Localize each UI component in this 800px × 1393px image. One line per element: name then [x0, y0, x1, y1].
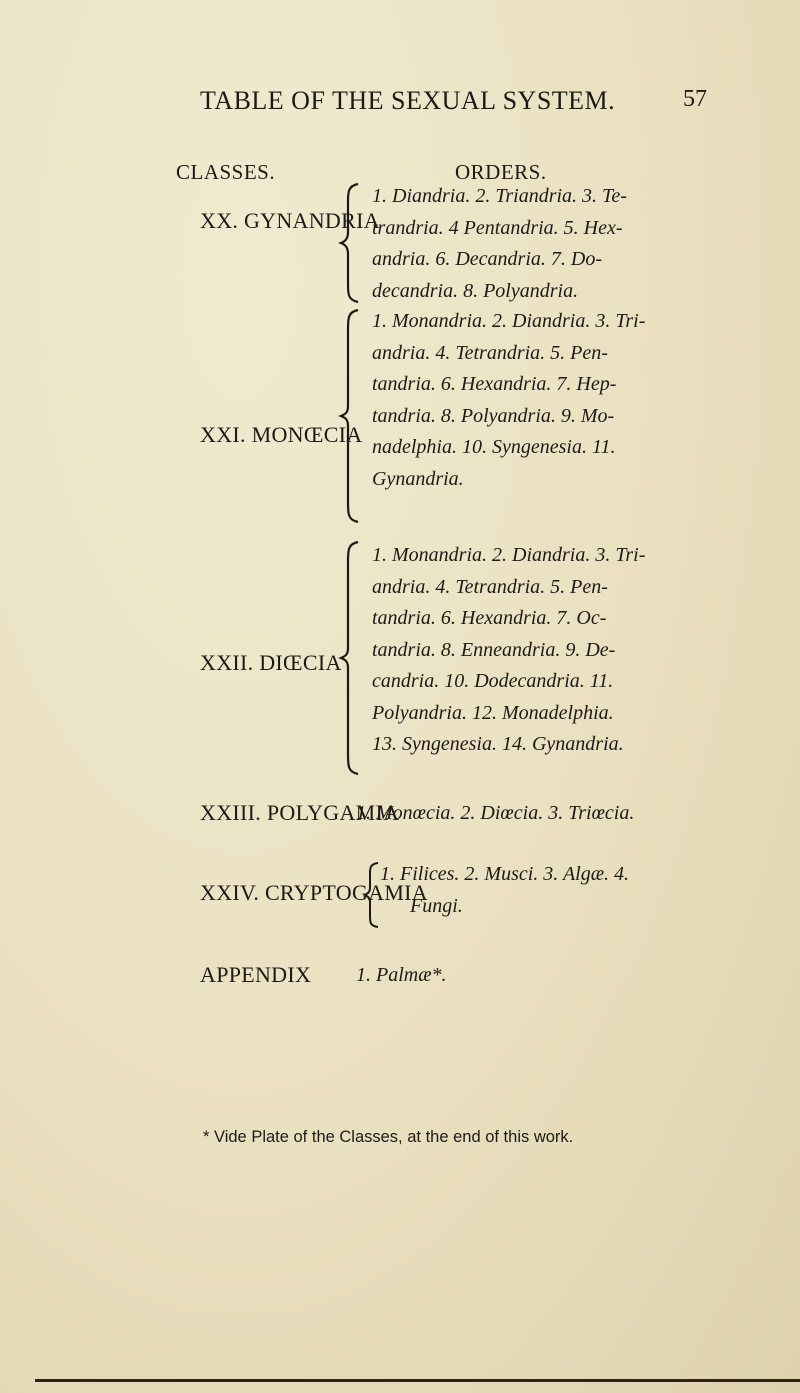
class-gynandria: XX. GYNANDRIA: [200, 208, 380, 233]
brace-monoecia: [338, 306, 362, 526]
brace-cryptogamia: [361, 860, 381, 930]
order-line: tandria. 8. Polyandria. 9. Mo-: [372, 404, 615, 427]
order-line: 1. Monandria. 2. Diandria. 3. Tri-: [372, 544, 646, 566]
brace-dioecia: [338, 538, 362, 778]
class-monoecia: XXI. MONŒCIA: [200, 422, 363, 447]
class-cryptogamia: XXIV. CRYPTOGAMIA: [200, 880, 428, 905]
order-line: 1. Diandria. 2. Triandria. 3. Te-: [372, 185, 627, 207]
order-line: Polyandria. 12. Monadelphia.: [372, 701, 614, 724]
order-line: tandria. 6. Hexandria. 7. Hep-: [372, 373, 617, 395]
page-title: TABLE OF THE SEXUAL SYSTEM.: [200, 86, 616, 115]
order-line: 1. Palmæ*.: [356, 964, 447, 986]
order-line: Gynandria.: [372, 467, 464, 490]
order-line: 13. Syngenesia. 14. Gynandria.: [372, 733, 624, 755]
orders-column-heading: ORDERS.: [455, 160, 547, 184]
order-line: Fungi.: [410, 894, 463, 917]
class-appendix: APPENDIX: [200, 962, 312, 987]
class-polygamia: XXIII. POLYGAMIA: [200, 800, 400, 825]
running-head: [0, 86, 800, 126]
order-line: 1. Filices. 2. Musci. 3. Algæ. 4.: [380, 863, 630, 885]
classes-column-heading: CLASSES.: [176, 160, 276, 184]
brace-gynandria: [338, 180, 362, 306]
order-line: candria. 10. Dodecandria. 11.: [372, 670, 614, 692]
bottom-rule: [35, 1379, 800, 1382]
order-line: 1. Monandria. 2. Diandria. 3. Tri-: [372, 310, 646, 332]
order-line: nadelphia. 10. Syngenesia. 11.: [372, 436, 616, 458]
order-line: andria. 4. Tetrandria. 5. Pen-: [372, 575, 608, 598]
orders-gynandria: [372, 181, 774, 307]
footnote: * Vide Plate of the Classes, at the end of this work.: [203, 1128, 574, 1146]
order-line: andria. 6. Decandria. 7. Do-: [372, 248, 602, 270]
orders-cryptogamia: [380, 859, 774, 922]
order-line: tandria. 8. Enneandria. 9. De-: [372, 638, 616, 661]
orders-polygamia: [356, 798, 776, 830]
orders-monoecia: [372, 306, 774, 495]
order-line: andria. 4. Tetrandria. 5. Pen-: [372, 341, 608, 364]
class-dioecia: XXII. DIŒCIA: [200, 650, 342, 675]
orders-appendix: [356, 960, 776, 992]
order-line: 1. Monœcia. 2. Diœcia. 3. Triœcia.: [356, 802, 635, 824]
order-line: tandria. 6. Hexandria. 7. Oc-: [372, 607, 607, 629]
page-number: 57: [683, 86, 707, 112]
order-line: trandria. 4 Pentandria. 5. Hex-: [372, 216, 623, 239]
orders-dioecia: [372, 540, 774, 761]
order-line: decandria. 8. Polyandria.: [372, 279, 579, 302]
